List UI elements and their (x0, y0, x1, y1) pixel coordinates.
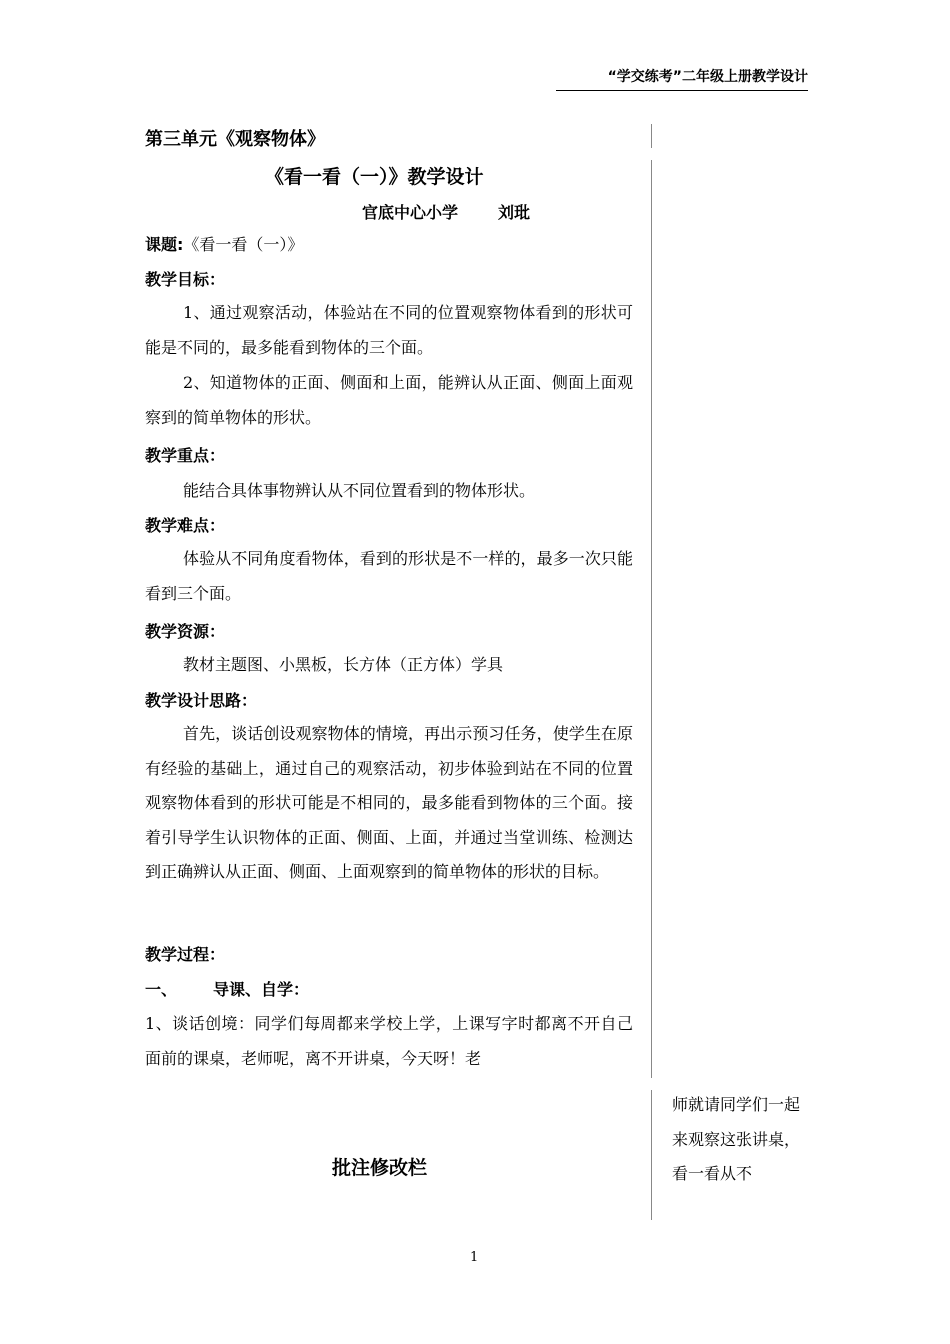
approach-heading: 教学设计思路： (145, 691, 258, 710)
sidebar-continuation: 师就请同学们一起来观察这张讲桌，看一看从不 (672, 1095, 801, 1183)
topic-value: 《看一看（一）》 (183, 235, 304, 254)
topic-line (145, 234, 303, 256)
author-name: 刘玭 (498, 203, 531, 222)
section-1-heading (145, 979, 309, 1001)
author-line (362, 200, 530, 223)
page-number: 1 (470, 1250, 479, 1265)
unit-title: 第三单元《观察物体》 (145, 129, 325, 150)
key-text: 能结合具体事物辨认从不同位置看到的物体形状。 (183, 481, 536, 500)
goal-2: 2、知道物体的正面、侧面和上面，能辨认从正面、侧面上面观察到的简单物体的形状。 (145, 373, 633, 427)
difficulty-text: 体验从不同角度看物体，看到的形状是不一样的，最多一次只能看到三个面。 (145, 549, 633, 603)
page-header: “学交练考”二年级上册教学设计 (556, 66, 808, 91)
section-1-number: 一、 (145, 980, 178, 999)
divider-top (651, 124, 652, 148)
key-heading: 教学重点： (145, 446, 226, 465)
process-heading: 教学过程： (145, 945, 226, 964)
approach-text: 首先，谈话创设观察物体的情境，再出示预习任务，使学生在原有经验的基础上，通过自己的观察活动，初步体验到站在不同的位置观察物体看到的形状可能是不相同的，最多能看到物体的三个面。接着引导学生认识物体的正面、侧面、上面，并通过当堂训练、检测达到正确辨认从正面、侧面、上面观察到的简单物体的形状的目标。 (145, 724, 633, 881)
topic-label: 课题: (145, 235, 184, 254)
goal-1: 1、通过观察活动，体验站在不同的位置观察物体看到的形状可能是不同的，最多能看到物体的三个面。 (145, 303, 633, 357)
author-school: 官底中心小学 (362, 203, 459, 222)
step-1-text: 1、谈话创境：同学们每周都来学校上学，上课写字时都离不开自己面前的课桌，老师呢，离不开讲桌，今天呀！老 (145, 1014, 633, 1068)
resources-heading: 教学资源： (145, 622, 226, 641)
difficulty-heading: 教学难点： (145, 516, 226, 535)
annotation-title: 批注修改栏 (332, 1157, 428, 1179)
resources-text: 教材主题图、小黑板，长方体（正方体）学具 (183, 655, 504, 674)
section-1-title: 导课、自学： (213, 980, 310, 999)
divider-bottom (651, 1090, 652, 1220)
goals-heading: 教学目标： (145, 270, 226, 289)
divider-main (651, 160, 652, 1078)
lesson-title: 《看一看（一）》教学设计 (265, 166, 484, 188)
